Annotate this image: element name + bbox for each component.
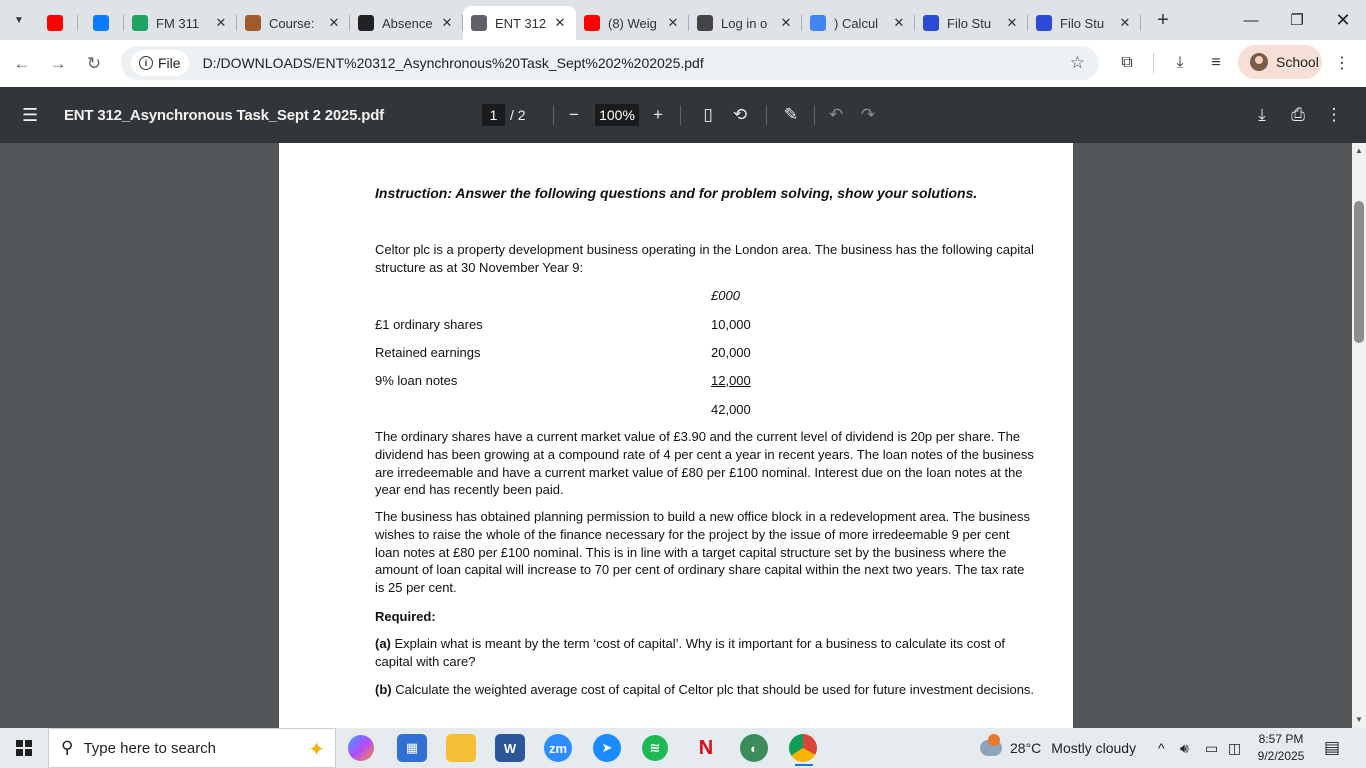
site-info-chip[interactable] [131, 50, 189, 76]
tab-close-icon[interactable]: ✕ [1119, 15, 1131, 30]
file-explorer-icon[interactable] [446, 734, 476, 762]
filo-icon [923, 15, 939, 31]
rotate-button[interactable] [729, 103, 751, 127]
page-number-input[interactable]: 1 [482, 104, 505, 126]
undo-button[interactable] [826, 103, 846, 127]
tab-title: FM 311 [156, 15, 200, 31]
taskbar-search-box[interactable] [48, 728, 336, 768]
tab-close-icon[interactable]: ✕ [667, 15, 679, 30]
instruction-text: Instruction: Answer the following questions and for problem solving, show your solutions. [375, 185, 978, 201]
puzzle-icon: ⧉ [1121, 54, 1133, 71]
scrollbar-thumb[interactable] [1354, 201, 1364, 343]
minimize-icon: — [1243, 11, 1259, 29]
vertical-scrollbar[interactable] [1352, 143, 1366, 728]
tab-search-button[interactable] [6, 7, 32, 33]
clock-time: 8:57 PM [1258, 732, 1304, 746]
tab-separator [1140, 15, 1141, 31]
capital-row-value: 10,000 [711, 317, 751, 332]
redo-icon: ↷ [860, 105, 876, 124]
capital-row-label: 9% loan notes [375, 373, 458, 388]
capital-row-value: 12,000 [711, 373, 751, 388]
browser-menu-button[interactable] [1332, 46, 1352, 80]
tab-title: Absence [382, 15, 433, 31]
tab-close-icon[interactable]: ✕ [1006, 15, 1018, 30]
required-heading: Required: [375, 609, 436, 624]
divider [814, 105, 815, 125]
pdf-filename: ENT 312_Asynchronous Task_Sept 2 2025.pdf [64, 107, 384, 124]
sparkle-icon: ✦ [308, 739, 325, 761]
restore-button[interactable] [1274, 0, 1320, 40]
tab-close-icon[interactable]: ✕ [893, 15, 905, 30]
fit-page-button[interactable] [697, 103, 719, 127]
close-icon: ✕ [1335, 9, 1351, 30]
info-icon: i [139, 56, 153, 70]
tab-title: Filo Stu [947, 15, 992, 31]
weather-widget[interactable] [980, 728, 1136, 768]
windows-logo-icon [16, 740, 23, 747]
page-total: / 2 [510, 107, 526, 123]
chevron-up-icon: ^ [1158, 740, 1165, 756]
kebab-menu-icon: ⋮ [1325, 105, 1343, 124]
tab-close-icon[interactable]: ✕ [215, 15, 227, 30]
tab-close-icon[interactable]: ✕ [328, 15, 340, 30]
tab[interactable] [576, 6, 689, 40]
volume-icon[interactable]: 🔊︎ [1180, 739, 1189, 756]
windows-logo-icon [16, 749, 23, 756]
zoom-in-button[interactable] [648, 103, 668, 127]
windows-logo-icon [25, 749, 32, 756]
forward-button[interactable] [40, 46, 76, 82]
youtube-icon [47, 15, 63, 31]
profile-button[interactable] [1238, 45, 1322, 79]
restore-icon: ❐ [1290, 12, 1304, 29]
hamburger-menu-icon: ☰ [22, 105, 39, 125]
divider [553, 105, 554, 125]
print-button[interactable] [1287, 103, 1309, 127]
tab-title: (8) Weig [608, 15, 657, 31]
windows-start-button[interactable] [16, 740, 32, 756]
google-icon [810, 15, 826, 31]
avatar [1250, 53, 1268, 71]
download-icon: ⤓ [1258, 105, 1266, 124]
capital-total: 42,000 [711, 402, 751, 417]
cloudy-weather-icon [980, 740, 1002, 756]
toolbar-divider [1153, 53, 1154, 73]
notification-icon: ▤ [1324, 738, 1341, 757]
tab[interactable] [124, 6, 237, 40]
divider [766, 105, 767, 125]
tab-title: Course: [269, 15, 315, 31]
tab[interactable] [1028, 6, 1141, 40]
notifications-button[interactable] [1324, 728, 1340, 768]
tab-title: Log in o [721, 15, 768, 31]
windows-logo-icon [25, 740, 32, 747]
messenger-icon[interactable]: ➤ [593, 734, 621, 762]
weather-condition: Mostly cloudy [1051, 740, 1137, 756]
chatgpt-icon [697, 15, 713, 31]
tab-close-icon[interactable]: ✕ [441, 15, 453, 30]
redo-button[interactable] [858, 103, 878, 127]
filo-icon [1036, 15, 1052, 31]
plus-icon: + [653, 105, 663, 124]
google-drive-icon [132, 15, 148, 31]
tab-title: Filo Stu [1060, 15, 1105, 31]
chrome-icon[interactable] [789, 734, 817, 762]
pdf-more-button[interactable] [1324, 103, 1344, 127]
pdf-viewport[interactable] [0, 143, 1352, 728]
temperature: 28°C [1010, 740, 1042, 756]
word-icon[interactable]: W [495, 734, 525, 762]
annotate-button[interactable] [780, 103, 802, 127]
youtube-icon [584, 15, 600, 31]
scroll-down-icon[interactable]: ▼ [1355, 715, 1363, 724]
capital-row-label: £1 ordinary shares [375, 317, 483, 332]
course-icon [245, 15, 261, 31]
draw-icon: ✎ [783, 105, 799, 124]
paragraph-shares: The ordinary shares have a current market value of £3.90 and the current level of dividend is 20p per share. The dividend has been growing at a compound rate of 4 per cent a year in recent years. The loan notes of the business are irredeemable and have a current market value of £80 per £100 nominal. Interest due on the loan notes at the year end has recently been paid. [375, 429, 1034, 498]
question-b-label: (b) [375, 682, 392, 697]
tab[interactable] [915, 6, 1028, 40]
edge-icon[interactable]: ◐ [740, 734, 768, 762]
zoom-out-button[interactable] [564, 103, 584, 127]
bookmark-star-icon[interactable]: ☆ [1069, 53, 1085, 72]
system-clock[interactable] [1250, 731, 1312, 765]
rotate-icon: ⟲ [732, 105, 748, 124]
close-window-button[interactable] [1320, 0, 1366, 40]
tab[interactable] [350, 6, 463, 40]
extensions-button[interactable] [1114, 46, 1140, 80]
arrow-right-icon: → [49, 53, 67, 73]
capital-row-value: 20,000 [711, 345, 751, 360]
tab-close-icon[interactable]: ✕ [554, 15, 566, 30]
globe-icon [471, 15, 487, 31]
tab-list [32, 0, 1141, 40]
media-control-button[interactable] [1203, 46, 1229, 80]
question-a-label: (a) [375, 636, 391, 651]
arrow-left-icon: ← [13, 53, 31, 73]
absence-icon [358, 15, 374, 31]
intro-paragraph: Celtor plc is a property development business operating in the London area. The business has the following capital structure as at 30 November Year 9: [375, 242, 1034, 275]
fit-page-icon: ▯ [703, 105, 713, 124]
pdf-toolbar [0, 87, 1366, 143]
download-icon: ⤓ [1176, 54, 1184, 71]
search-placeholder: Type here to search [83, 739, 217, 757]
tab-title: ) Calcul [834, 15, 879, 31]
spotify-icon[interactable]: ≋ [642, 735, 668, 761]
undo-icon: ↶ [828, 105, 844, 124]
netflix-icon[interactable]: N [698, 736, 714, 759]
profile-label: School [1276, 54, 1319, 70]
browser-toolbar [0, 40, 1366, 87]
minimize-button[interactable] [1228, 0, 1274, 40]
pdf-download-button[interactable] [1251, 103, 1273, 127]
show-hidden-icons-button[interactable] [1158, 728, 1165, 768]
question-b-text: Calculate the weighted average cost of capital of Celtor plc that should be used for future investment decisions. [391, 682, 1035, 697]
minus-icon: − [569, 105, 579, 124]
copilot-icon[interactable] [348, 735, 374, 761]
tab-close-icon[interactable]: ✕ [780, 15, 792, 30]
zoom-input[interactable]: 100% [595, 104, 639, 126]
reload-icon: ↻ [86, 53, 102, 73]
plus-icon: + [1157, 8, 1169, 31]
tab[interactable] [802, 6, 915, 40]
printer-icon: ⎙ [1291, 105, 1305, 124]
pdf-page [279, 143, 1073, 728]
address-bar[interactable] [121, 46, 1099, 80]
chevron-down-icon: ▼ [14, 14, 24, 26]
network-icon[interactable]: ◫ [1228, 739, 1242, 756]
site-info-label: File [158, 55, 181, 71]
kebab-menu-icon: ⋮ [1334, 55, 1350, 72]
question-a [375, 635, 1035, 671]
reload-button[interactable] [76, 46, 112, 82]
url-text[interactable]: D:/DOWNLOADS/ENT%20312_Asynchronous%20Task_Sept%202%202025.pdf [202, 55, 704, 71]
battery-icon[interactable]: ▭ [1205, 739, 1219, 756]
microsoft-store-icon[interactable]: ▦ [397, 734, 427, 762]
paragraph-finance: The business has obtained planning permission to build a new office block in a redevelopment area. The business wishes to raise the whole of the finance necessary for the project by the issue of more irredeemable 9 per cent loan notes at £80 per £100 nominal. This is in line with a target capital structure set by the business where the amount of loan capital will increase to 70 per cent of ordinary share capital within the next two years. The tax rate is 25 per cent. [375, 509, 1030, 596]
tab-title: ENT 312 [495, 15, 547, 31]
new-tab-button[interactable] [1149, 6, 1177, 34]
back-button[interactable] [4, 46, 40, 82]
tab-strip [0, 0, 1366, 40]
search-icon: ⚲ [61, 738, 74, 757]
scroll-up-icon[interactable]: ▲ [1355, 146, 1363, 155]
tab-active[interactable] [463, 6, 576, 40]
zoom-icon[interactable]: zm [544, 734, 572, 762]
tab[interactable] [78, 6, 124, 40]
taskbar [0, 728, 1366, 768]
tab[interactable] [237, 6, 350, 40]
pdf-sidebar-toggle[interactable] [22, 104, 40, 126]
question-a-text: Explain what is meant by the term ‘cost of capital’. Why is it important for a business to calculate its cost of capital with care? [375, 636, 1006, 669]
tab[interactable] [32, 6, 78, 40]
media-queue-icon: ≡ [1211, 54, 1221, 71]
messenger-icon [93, 15, 109, 31]
tab[interactable] [689, 6, 802, 40]
divider [680, 105, 681, 125]
capital-row-label: Retained earnings [375, 345, 481, 360]
downloads-button[interactable] [1167, 46, 1193, 80]
clock-date: 9/2/2025 [1257, 749, 1305, 763]
question-b [375, 681, 1035, 699]
capital-header: £000 [711, 288, 740, 303]
